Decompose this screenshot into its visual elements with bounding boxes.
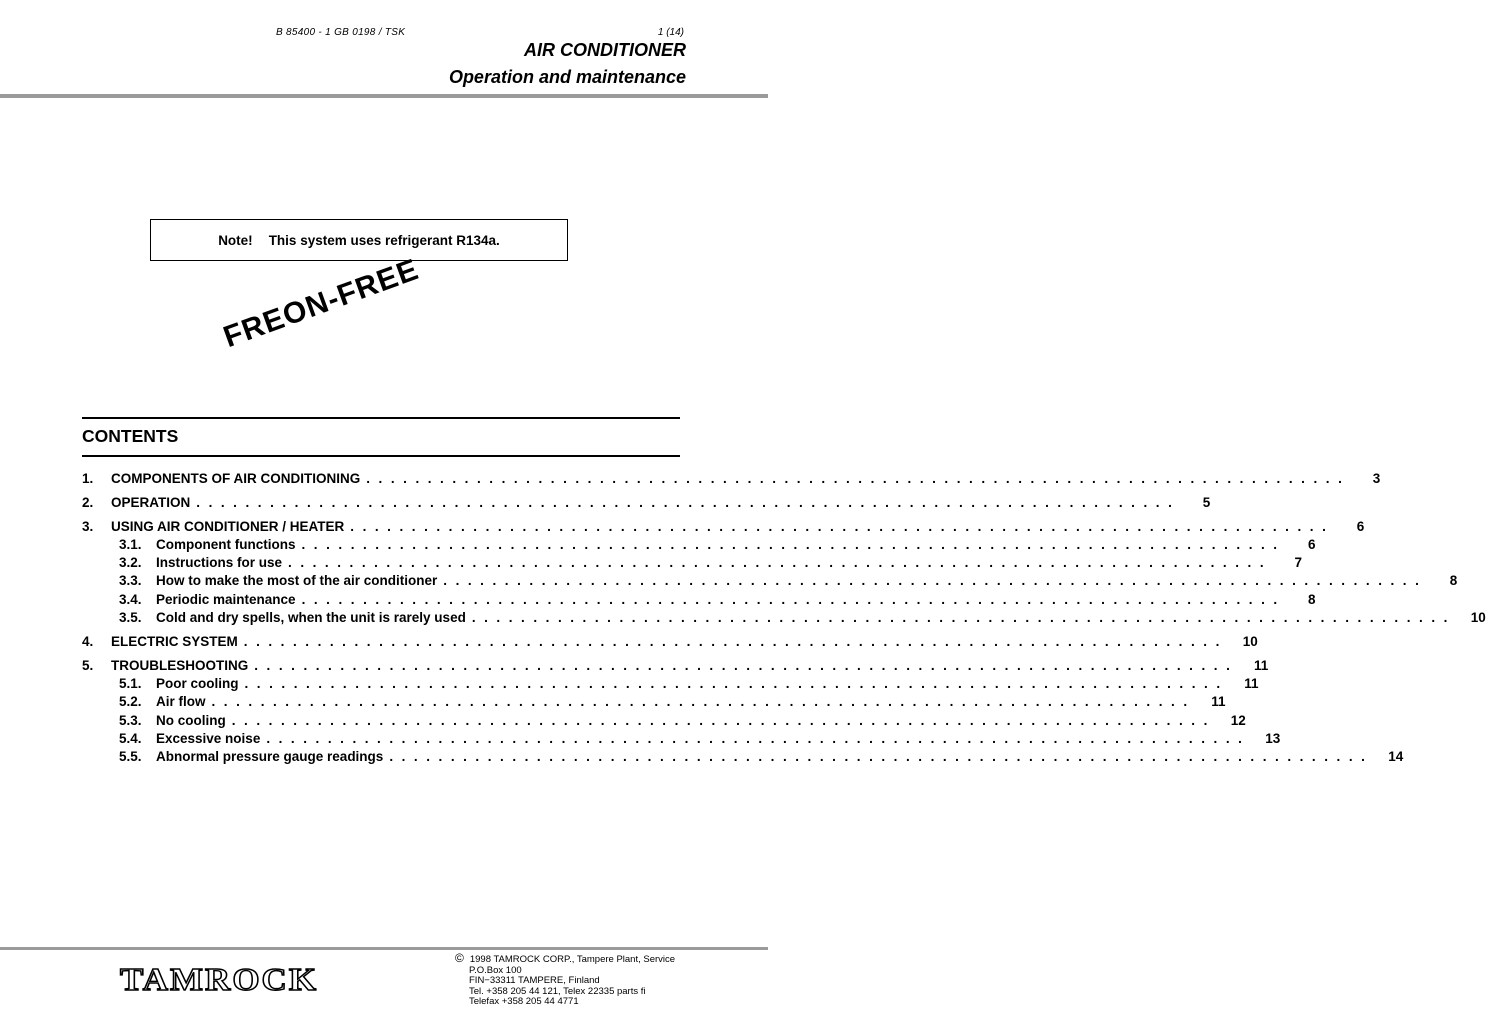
toc-entry-title: COMPONENTS OF AIR CONDITIONING [111,471,361,486]
copyright-line-1: © 1998 TAMROCK CORP., Tampere Plant, Service [455,951,676,965]
toc-entry-page: 11 [1244,675,1259,691]
toc-entry [82,470,1381,488]
toc-dot-leader: . . . . . . . . . . . . . . . . . . . . . . . . . . . . . . . . . . . . . . . . . . . . . . . . . . . . . . . . . . . . . . . . . . . . . . . . . . . . . . . . [196,494,1175,510]
contents-top-divider [82,417,680,419]
toc-entry-page: 10 [1242,633,1258,649]
toc-dot-leader: . . . . . . . . . . . . . . . . . . . . . . . . . . . . . . . . . . . . . . . . . . . . . . . . . . . . . . . . . . . . . . . . . . . . . . . . . . . . . . . . [254,657,1233,673]
toc-entry-number: 5.5. [119,749,142,765]
toc-entry-number: 5.2. [119,694,142,710]
copyright-line-4: Tel. +358 205 44 121, Telex 22335 parts fi [469,985,646,997]
toc-entry-page: 6 [1307,536,1316,552]
toc-entry-title: Periodic maintenance [156,591,296,607]
toc-entry [82,693,1226,711]
toc-entry-page: 12 [1230,712,1246,728]
page-title: AIR CONDITIONER [524,40,686,60]
toc-entry [82,572,1458,590]
toc-entry [82,518,1365,536]
copyright-line-2: P.O.Box 100 [469,964,522,976]
toc-entry [82,609,1486,627]
toc-entry-page: 7 [1294,555,1302,571]
toc-entry-number: 5.4. [119,730,142,746]
toc-dot-leader: . . . . . . . . . . . . . . . . . . . . . . . . . . . . . . . . . . . . . . . . . . . . . . . . . . . . . . . . . . . . . . . . . . . . . . . . . . . . . . . . [443,573,1422,589]
toc-entry-number: 3.3. [119,573,142,589]
toc-entry-title: No cooling [156,712,226,728]
toc-entry-number: 3.4. [119,591,142,607]
copyright-line-3: FIN−33311 TAMPERE, Finland [469,975,600,987]
toc-entry-title: Cold and dry spells, when the unit is rarely used [156,610,466,626]
toc-entry [82,536,1316,554]
toc-entry-number: 2. [82,494,94,510]
toc-entry-page: 10 [1470,610,1486,626]
toc-entry [82,591,1316,609]
contents-heading: CONTENTS [82,426,179,446]
toc-entry-number: 5.3. [119,712,142,728]
toc-dot-leader: . . . . . . . . . . . . . . . . . . . . . . . . . . . . . . . . . . . . . . . . . . . . . . . . . . . . . . . . . . . . . . . . . . . . . . . . . . . . . . . . [471,610,1450,626]
copyright-icon: © [455,951,464,965]
toc-entry-page: 3 [1372,471,1381,486]
copyright-line-5: Telefax +358 205 44 4771 [469,996,579,1008]
toc-entry-page: 5 [1202,494,1211,510]
note-text: This system uses refrigerant R134a. [268,232,500,248]
toc-entry-title: Instructions for use [156,555,283,571]
toc-entry [82,633,1258,651]
toc-entry-page: 8 [1308,591,1316,607]
toc-entry-number: 3.2. [119,555,142,571]
toc-entry-page: 8 [1449,573,1458,589]
toc-dot-leader: . . . . . . . . . . . . . . . . . . . . . . . . . . . . . . . . . . . . . . . . . . . . . . . . . . . . . . . . . . . . . . . . . . . . . . . . . . . . . . . . [266,730,1245,746]
toc-entry-title: TROUBLESHOOTING [111,657,249,673]
toc-entry-title: USING AIR CONDITIONER / HEATER [111,518,345,534]
toc-dot-leader: . . . . . . . . . . . . . . . . . . . . . . . . . . . . . . . . . . . . . . . . . . . . . . . . . . . . . . . . . . . . . . . . . . . . . . . . . . . . . . . . [301,536,1280,552]
toc-entry-title: How to make the most of the air conditioner [156,573,438,589]
footer-divider [0,947,768,950]
toc-entry-page: 11 [1253,657,1269,673]
toc-dot-leader: . . . . . . . . . . . . . . . . . . . . . . . . . . . . . . . . . . . . . . . . . . . . . . . . . . . . . . . . . . . . . . . . . . . . . . . . . . . . . . . . [350,518,1329,534]
toc-entry-number: 5.1. [119,675,142,691]
toc-entry [82,675,1259,693]
toc-entry-page: 11 [1211,694,1226,710]
toc-entry-page: 6 [1356,518,1365,534]
toc-entry-title: Poor cooling [156,675,239,691]
toc-entry [82,748,1404,766]
toc-entry [82,712,1246,730]
toc-entry-title: Component functions [156,536,296,552]
refrigerant-note-box [150,219,568,261]
toc-dot-leader: . . . . . . . . . . . . . . . . . . . . . . . . . . . . . . . . . . . . . . . . . . . . . . . . . . . . . . . . . . . . . . . . . . . . . . . . . . . . . . . . [211,694,1190,710]
toc-dot-leader: . . . . . . . . . . . . . . . . . . . . . . . . . . . . . . . . . . . . . . . . . . . . . . . . . . . . . . . . . . . . . . . . . . . . . . . . . . . . . . . . [288,555,1266,571]
toc-dot-leader: . . . . . . . . . . . . . . . . . . . . . . . . . . . . . . . . . . . . . . . . . . . . . . . . . . . . . . . . . . . . . . . . . . . . . . . . . . . . . . . . [231,712,1210,728]
toc-entry-number: 5. [82,657,94,673]
toc-dot-leader: . . . . . . . . . . . . . . . . . . . . . . . . . . . . . . . . . . . . . . . . . . . . . . . . . . . . . . . . . . . . . . . . . . . . . . . . . . . . . . . . [301,591,1280,607]
tamrock-logo: TAMROCK [120,962,319,998]
toc-entry-title: Air flow [156,694,206,710]
toc-entry [82,494,1211,512]
table-of-contents [82,470,1486,766]
toc-entry-title: OPERATION [111,494,191,510]
toc-entry-page: 13 [1265,730,1281,746]
note-label: Note! [218,232,253,248]
toc-entry-title: Excessive noise [156,730,261,746]
document-code: B 85400 - 1 GB 0198 / TSK [276,27,406,38]
toc-entry-number: 3. [82,518,94,534]
toc-dot-leader: . . . . . . . . . . . . . . . . . . . . . . . . . . . . . . . . . . . . . . . . . . . . . . . . . . . . . . . . . . . . . . . . . . . . . . . . . . . . . . . . [366,471,1345,486]
freon-free-stamp: FREON-FREE [219,252,424,355]
toc-dot-leader: . . . . . . . . . . . . . . . . . . . . . . . . . . . . . . . . . . . . . . . . . . . . . . . . . . . . . . . . . . . . . . . . . . . . . . . . . . . . . . . . [243,633,1222,649]
toc-entry-number: 3.1. [119,536,142,552]
toc-entry-title: Abnormal pressure gauge readings [156,749,384,765]
page-number: 1 (14) [657,27,684,38]
toc-entry-number: 1. [82,471,94,486]
toc-entry [82,730,1281,748]
toc-entry-page: 14 [1388,749,1404,765]
toc-entry-title: ELECTRIC SYSTEM [111,633,238,649]
toc-entry [82,554,1302,572]
header-divider [0,94,768,98]
toc-entry [82,657,1269,675]
contents-bottom-divider [82,455,680,457]
page-subtitle: Operation and maintenance [448,67,686,87]
copyright-block [455,953,675,1008]
toc-entry-number: 4. [82,633,94,649]
toc-dot-leader: . . . . . . . . . . . . . . . . . . . . . . . . . . . . . . . . . . . . . . . . . . . . . . . . . . . . . . . . . . . . . . . . . . . . . . . . . . . . . . . . [389,749,1368,765]
toc-entry-number: 3.5. [119,610,142,626]
toc-dot-leader: . . . . . . . . . . . . . . . . . . . . . . . . . . . . . . . . . . . . . . . . . . . . . . . . . . . . . . . . . . . . . . . . . . . . . . . . . . . . . . . . [244,675,1223,691]
